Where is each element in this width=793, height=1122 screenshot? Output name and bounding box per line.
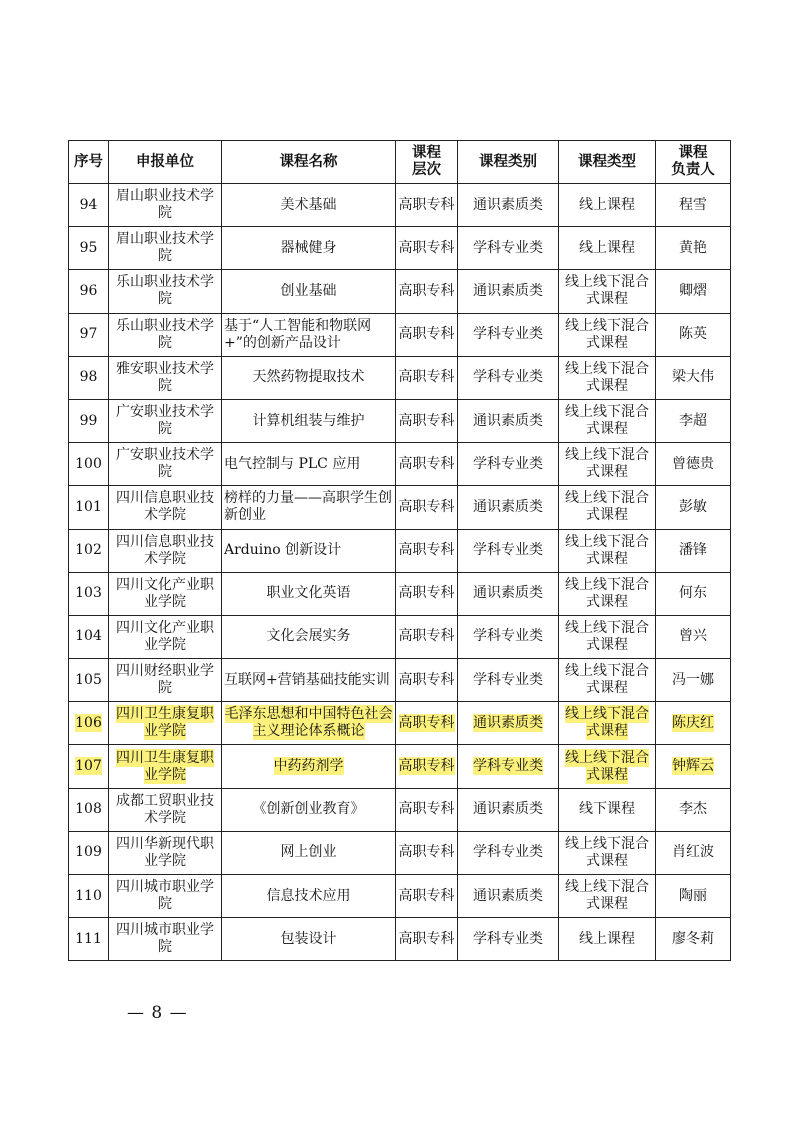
cell-unit-text: 眉山职业技术学院 [116, 188, 214, 222]
cell-course [222, 659, 396, 702]
cell-category-text: 通识素质类 [473, 801, 543, 818]
cell-leader-text: 李杰 [679, 801, 707, 818]
cell-leader [656, 270, 731, 313]
table-row [69, 529, 731, 572]
cell-unit [109, 184, 222, 227]
cell-level-text: 高职专科 [398, 585, 455, 602]
cell-unit [109, 788, 222, 831]
cell-leader-text: 李超 [679, 412, 707, 429]
cell-leader-text: 何东 [679, 585, 707, 602]
table-body [69, 184, 731, 961]
cell-no [69, 702, 109, 745]
cell-no-text: 97 [79, 326, 98, 343]
cell-category [458, 443, 559, 486]
cell-no [69, 875, 109, 918]
header-level: 课程 层次 [396, 141, 458, 184]
cell-type-text: 线上线下混合式课程 [565, 749, 649, 783]
cell-no [69, 831, 109, 874]
table-row [69, 486, 731, 529]
cell-type [559, 875, 656, 918]
cell-unit-text: 四川卫生康复职业学院 [116, 706, 214, 740]
cell-no-text: 104 [75, 628, 102, 645]
cell-category [458, 399, 559, 442]
cell-category-text: 学科专业类 [473, 671, 543, 688]
cell-level [396, 227, 458, 270]
cell-type [559, 227, 656, 270]
cell-type-text: 线上课程 [579, 239, 635, 256]
cell-course [222, 270, 396, 313]
cell-unit-text: 四川卫生康复职业学院 [116, 749, 214, 783]
table-row [69, 702, 731, 745]
cell-leader [656, 313, 731, 356]
cell-course-text: 互联网+营销基础技能实训 [224, 671, 390, 688]
cell-level-text: 高职专科 [398, 282, 455, 299]
cell-unit-text: 四川财经职业学院 [116, 663, 214, 697]
cell-course-text: 美术基础 [280, 196, 337, 213]
cell-course [222, 615, 396, 658]
cell-level-text: 高职专科 [398, 887, 455, 904]
cell-no [69, 529, 109, 572]
cell-no [69, 659, 109, 702]
cell-category-text: 学科专业类 [473, 628, 543, 645]
cell-course-text: 榜样的力量——高职学生创新创业 [224, 490, 392, 524]
cell-no [69, 443, 109, 486]
cell-category [458, 875, 559, 918]
course-table [68, 140, 731, 961]
cell-type [559, 831, 656, 874]
cell-leader-text: 曾德贵 [672, 455, 714, 472]
cell-unit-text: 四川信息职业技术学院 [116, 490, 214, 524]
cell-leader [656, 831, 731, 874]
cell-no [69, 918, 109, 961]
cell-course [222, 356, 396, 399]
cell-leader-text: 卿熠 [679, 282, 707, 299]
cell-no [69, 356, 109, 399]
cell-course [222, 529, 396, 572]
cell-type-text: 线上课程 [579, 930, 635, 947]
cell-course [222, 788, 396, 831]
cell-leader-text: 冯一娜 [672, 671, 714, 688]
cell-type [559, 486, 656, 529]
cell-level [396, 399, 458, 442]
cell-unit-text: 雅安职业技术学院 [116, 360, 214, 394]
cell-category [458, 745, 559, 788]
cell-unit [109, 529, 222, 572]
cell-leader-text: 潘锋 [679, 542, 707, 559]
cell-no-text: 110 [75, 887, 102, 904]
cell-unit [109, 486, 222, 529]
cell-no [69, 270, 109, 313]
table-row [69, 745, 731, 788]
cell-no-text: 95 [79, 239, 98, 256]
cell-course [222, 313, 396, 356]
cell-category-text: 通识素质类 [473, 714, 543, 731]
cell-level [396, 572, 458, 615]
cell-unit [109, 270, 222, 313]
cell-leader-text: 肖红波 [672, 844, 714, 861]
cell-level-text: 高职专科 [398, 369, 455, 386]
table-row [69, 831, 731, 874]
cell-no-text: 99 [79, 412, 98, 429]
cell-level [396, 831, 458, 874]
cell-unit [109, 399, 222, 442]
cell-type [559, 572, 656, 615]
cell-category-text: 学科专业类 [473, 455, 543, 472]
cell-course-text: 中药药剂学 [273, 758, 344, 775]
cell-unit [109, 745, 222, 788]
cell-course-text: 文化会展实务 [266, 628, 351, 645]
cell-unit-text: 乐山职业技术学院 [116, 274, 214, 308]
table-row [69, 227, 731, 270]
cell-category [458, 659, 559, 702]
cell-course [222, 745, 396, 788]
header-row [69, 141, 731, 184]
cell-level-text: 高职专科 [398, 412, 455, 429]
cell-level-text: 高职专科 [398, 628, 455, 645]
cell-no [69, 399, 109, 442]
cell-no-text: 96 [79, 282, 98, 299]
cell-type [559, 399, 656, 442]
cell-leader-text: 程雪 [679, 196, 707, 213]
cell-unit [109, 702, 222, 745]
cell-type [559, 270, 656, 313]
cell-leader-text: 梁大伟 [672, 369, 714, 386]
cell-category [458, 227, 559, 270]
cell-leader [656, 399, 731, 442]
cell-category [458, 918, 559, 961]
cell-no-text: 109 [75, 844, 102, 861]
cell-no-text: 101 [75, 498, 102, 515]
cell-type [559, 313, 656, 356]
cell-unit-text: 四川文化产业职业学院 [116, 619, 214, 653]
cell-course-text: 包装设计 [280, 930, 337, 947]
cell-unit [109, 918, 222, 961]
cell-category [458, 529, 559, 572]
page-number: — 8 — [127, 1003, 188, 1023]
cell-type-text: 线上线下混合式课程 [565, 490, 649, 524]
cell-type-text: 线上线下混合式课程 [565, 663, 649, 697]
cell-leader [656, 529, 731, 572]
cell-category-text: 通识素质类 [473, 498, 543, 515]
cell-category-text: 学科专业类 [473, 369, 543, 386]
table-row [69, 443, 731, 486]
cell-unit-text: 四川城市职业学院 [116, 879, 214, 913]
cell-category-text: 学科专业类 [473, 326, 543, 343]
cell-level-text: 高职专科 [398, 758, 455, 775]
cell-unit-text: 广安职业技术学院 [116, 404, 214, 438]
cell-no-text: 100 [75, 455, 102, 472]
cell-category-text: 通识素质类 [473, 282, 543, 299]
cell-level [396, 443, 458, 486]
cell-category-text: 学科专业类 [473, 758, 543, 775]
cell-level-text: 高职专科 [398, 196, 455, 213]
cell-leader [656, 356, 731, 399]
cell-unit [109, 615, 222, 658]
cell-leader [656, 745, 731, 788]
cell-type-text: 线上线下混合式课程 [565, 706, 649, 740]
header-category: 课程类别 [458, 141, 559, 184]
cell-leader [656, 659, 731, 702]
cell-course-text: 电气控制与 PLC 应用 [224, 455, 361, 472]
cell-type-text: 线下课程 [579, 801, 635, 818]
cell-level-text: 高职专科 [398, 326, 455, 343]
cell-course-text: 器械健身 [280, 239, 337, 256]
cell-unit [109, 659, 222, 702]
cell-category-text: 学科专业类 [473, 542, 543, 559]
cell-category [458, 702, 559, 745]
cell-leader [656, 486, 731, 529]
cell-level [396, 659, 458, 702]
cell-level [396, 486, 458, 529]
cell-leader-text: 钟辉云 [672, 758, 714, 775]
cell-level-text: 高职专科 [398, 542, 455, 559]
table-row [69, 356, 731, 399]
cell-course-text: 信息技术应用 [266, 887, 351, 904]
cell-unit [109, 356, 222, 399]
cell-category-text: 学科专业类 [473, 930, 543, 947]
table-row [69, 615, 731, 658]
cell-level-text: 高职专科 [398, 455, 455, 472]
cell-course-text: 毛泽东思想和中国特色社会主义理论体系概论 [224, 706, 393, 740]
cell-level-text: 高职专科 [398, 930, 455, 947]
cell-level [396, 702, 458, 745]
cell-course [222, 702, 396, 745]
cell-level [396, 745, 458, 788]
cell-leader [656, 572, 731, 615]
cell-course-text: Arduino 创新设计 [224, 542, 342, 559]
table-row [69, 572, 731, 615]
header-course: 课程名称 [222, 141, 396, 184]
cell-level [396, 356, 458, 399]
cell-course [222, 572, 396, 615]
cell-unit-text: 四川信息职业技术学院 [116, 533, 214, 567]
cell-category [458, 356, 559, 399]
header-leader: 课程 负责人 [656, 141, 731, 184]
cell-no [69, 572, 109, 615]
cell-leader [656, 918, 731, 961]
cell-type [559, 443, 656, 486]
cell-type [559, 615, 656, 658]
cell-course-text: 职业文化英语 [266, 585, 351, 602]
table-row [69, 270, 731, 313]
cell-category [458, 270, 559, 313]
cell-unit-text: 广安职业技术学院 [116, 447, 214, 481]
cell-type-text: 线上线下混合式课程 [565, 447, 649, 481]
cell-course-text: 《创新创业教育》 [252, 801, 365, 818]
header-no: 序号 [69, 141, 109, 184]
cell-category [458, 572, 559, 615]
cell-course-text: 网上创业 [280, 844, 337, 861]
cell-leader-text: 陈庆红 [672, 714, 714, 731]
cell-course-text: 天然药物提取技术 [252, 369, 365, 386]
cell-unit [109, 227, 222, 270]
cell-level [396, 918, 458, 961]
cell-unit-text: 四川文化产业职业学院 [116, 576, 214, 610]
cell-category-text: 通识素质类 [473, 196, 543, 213]
cell-type-text: 线上线下混合式课程 [565, 533, 649, 567]
cell-type [559, 184, 656, 227]
cell-unit [109, 831, 222, 874]
header-type: 课程类型 [559, 141, 656, 184]
cell-level-text: 高职专科 [398, 671, 455, 688]
cell-category-text: 通识素质类 [473, 412, 543, 429]
cell-type [559, 745, 656, 788]
cell-leader-text: 黄艳 [679, 239, 707, 256]
cell-no [69, 486, 109, 529]
cell-no-text: 105 [75, 671, 102, 688]
cell-no-text: 111 [75, 930, 102, 947]
table-row [69, 875, 731, 918]
cell-no-text: 106 [75, 714, 102, 731]
cell-type [559, 659, 656, 702]
cell-unit [109, 443, 222, 486]
cell-leader-text: 陈英 [679, 326, 707, 343]
table-row [69, 313, 731, 356]
cell-no [69, 788, 109, 831]
cell-unit [109, 875, 222, 918]
cell-course [222, 918, 396, 961]
cell-no-text: 98 [79, 369, 98, 386]
cell-leader-text: 陶丽 [679, 887, 707, 904]
cell-type-text: 线上线下混合式课程 [565, 879, 649, 913]
cell-no [69, 313, 109, 356]
cell-leader [656, 615, 731, 658]
cell-type-text: 线上线下混合式课程 [565, 619, 649, 653]
cell-unit-text: 四川城市职业学院 [116, 922, 214, 956]
cell-level [396, 184, 458, 227]
cell-level-text: 高职专科 [398, 844, 455, 861]
cell-type-text: 线上课程 [579, 196, 635, 213]
cell-no [69, 184, 109, 227]
cell-course-text: 基于“人工智能和物联网+”的创新产品设计 [224, 317, 372, 351]
cell-course [222, 831, 396, 874]
cell-type-text: 线上线下混合式课程 [565, 360, 649, 394]
table-row [69, 918, 731, 961]
cell-type-text: 线上线下混合式课程 [565, 274, 649, 308]
cell-type [559, 702, 656, 745]
cell-leader [656, 875, 731, 918]
cell-level-text: 高职专科 [398, 801, 455, 818]
cell-category [458, 184, 559, 227]
cell-course [222, 486, 396, 529]
cell-leader [656, 227, 731, 270]
table-row [69, 788, 731, 831]
cell-no [69, 615, 109, 658]
cell-unit [109, 572, 222, 615]
cell-course [222, 227, 396, 270]
cell-level-text: 高职专科 [398, 239, 455, 256]
cell-unit-text: 乐山职业技术学院 [116, 317, 214, 351]
cell-level [396, 788, 458, 831]
cell-level [396, 313, 458, 356]
cell-category [458, 313, 559, 356]
header-unit: 申报单位 [109, 141, 222, 184]
cell-course [222, 184, 396, 227]
cell-level-text: 高职专科 [398, 498, 455, 515]
cell-no [69, 745, 109, 788]
cell-unit-text: 眉山职业技术学院 [116, 231, 214, 265]
table-row [69, 399, 731, 442]
cell-unit-text: 四川华新现代职业学院 [116, 835, 214, 869]
cell-leader [656, 184, 731, 227]
cell-leader [656, 443, 731, 486]
cell-no-text: 107 [75, 758, 102, 775]
cell-category [458, 788, 559, 831]
cell-category-text: 学科专业类 [473, 844, 543, 861]
cell-leader [656, 702, 731, 745]
cell-leader-text: 曾兴 [679, 628, 707, 645]
cell-unit [109, 313, 222, 356]
cell-type [559, 788, 656, 831]
cell-leader-text: 彭敏 [679, 498, 707, 515]
cell-category [458, 486, 559, 529]
cell-leader-text: 廖冬莉 [672, 930, 714, 947]
cell-leader [656, 788, 731, 831]
cell-course-text: 创业基础 [280, 282, 337, 299]
cell-level [396, 615, 458, 658]
cell-level [396, 270, 458, 313]
cell-no [69, 227, 109, 270]
cell-category-text: 通识素质类 [473, 887, 543, 904]
cell-type [559, 918, 656, 961]
cell-type-text: 线上线下混合式课程 [565, 404, 649, 438]
cell-unit-text: 成都工贸职业技术学院 [116, 792, 214, 826]
table-row [69, 184, 731, 227]
cell-type [559, 529, 656, 572]
cell-course-text: 计算机组装与维护 [252, 412, 365, 429]
cell-level-text: 高职专科 [398, 714, 455, 731]
cell-category [458, 615, 559, 658]
cell-level [396, 875, 458, 918]
cell-course [222, 875, 396, 918]
cell-category-text: 通识素质类 [473, 585, 543, 602]
cell-course [222, 399, 396, 442]
cell-type-text: 线上线下混合式课程 [565, 576, 649, 610]
cell-category-text: 学科专业类 [473, 239, 543, 256]
table-row [69, 659, 731, 702]
cell-type [559, 356, 656, 399]
cell-type-text: 线上线下混合式课程 [565, 317, 649, 351]
cell-no-text: 102 [75, 542, 102, 559]
cell-no-text: 94 [79, 196, 98, 213]
cell-no-text: 103 [75, 585, 102, 602]
cell-level [396, 529, 458, 572]
cell-type-text: 线上线下混合式课程 [565, 835, 649, 869]
cell-no-text: 108 [75, 801, 102, 818]
cell-course [222, 443, 396, 486]
cell-category [458, 831, 559, 874]
